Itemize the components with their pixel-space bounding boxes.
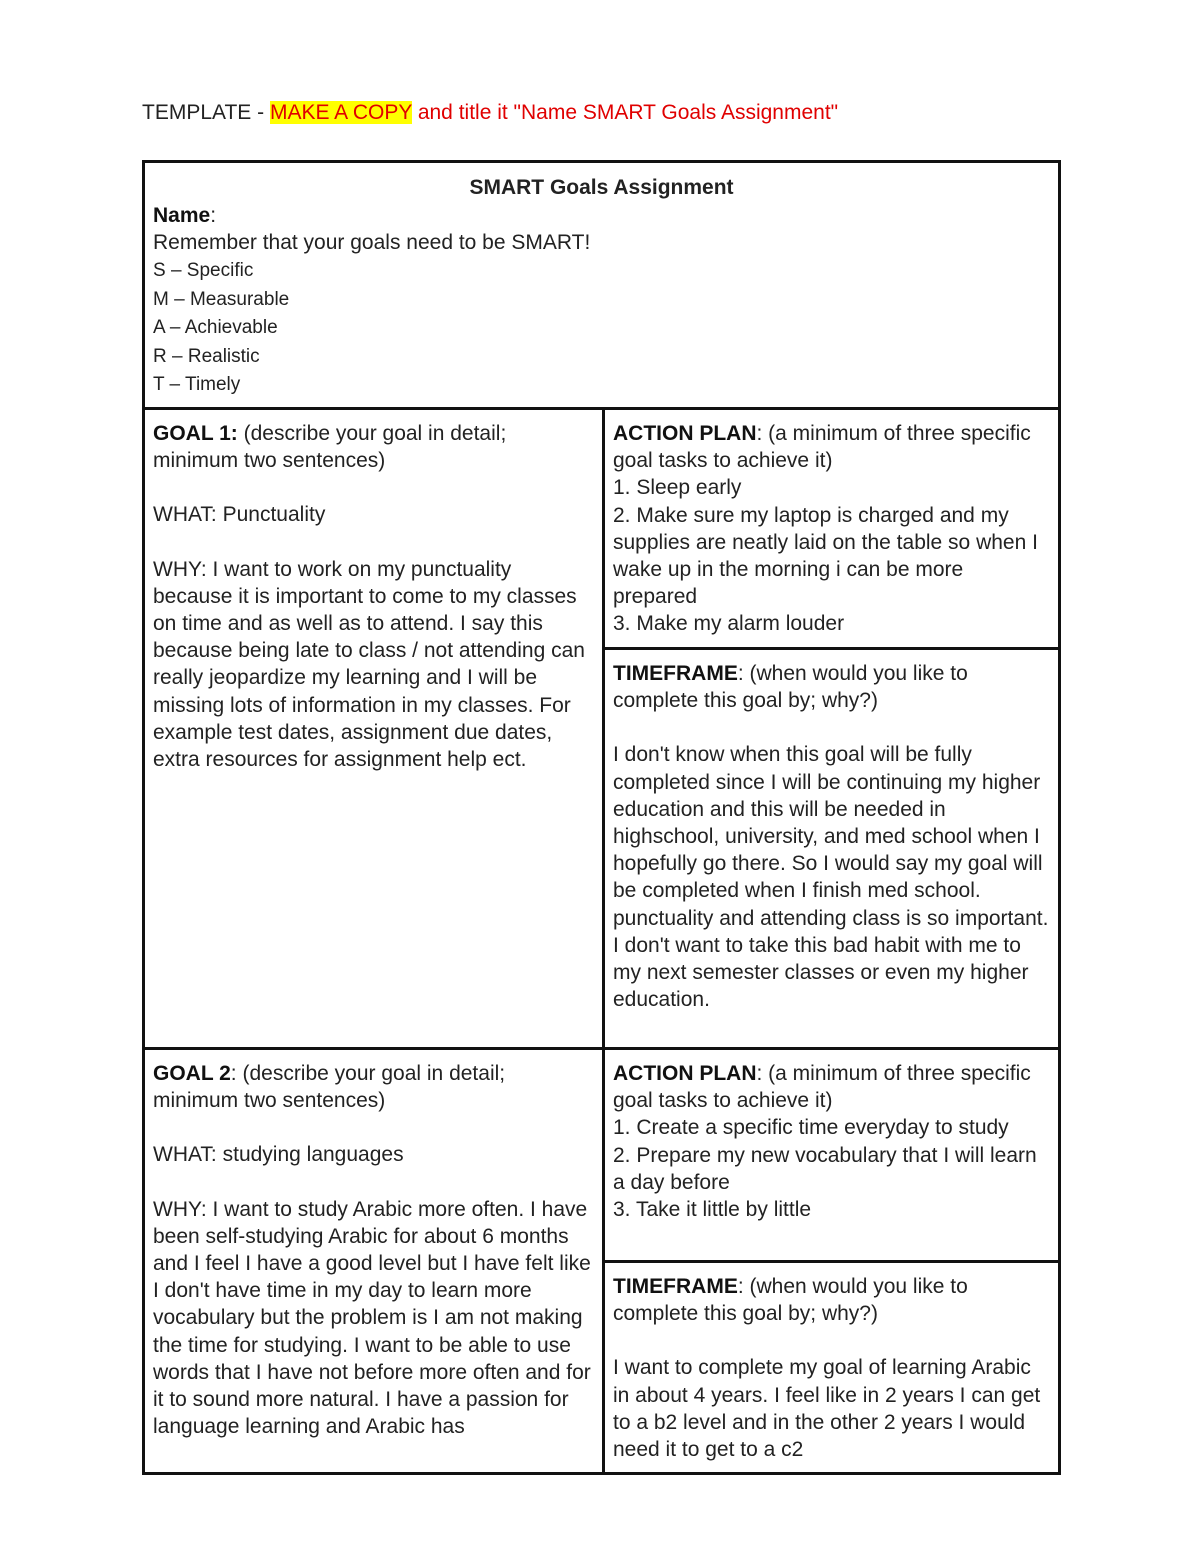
make-a-copy-highlight: MAKE A COPY [269, 101, 412, 124]
goal1-description-cell[interactable] [145, 410, 602, 1047]
goal1-timeframe-heading-line [613, 660, 1050, 714]
goal2-timeframe-desc: : (when would you like to complete this goal by; why?) [613, 1275, 968, 1326]
goal2-action-item: 1. Create a specific time everyday to study [613, 1116, 1009, 1140]
spacer [153, 1114, 594, 1141]
spacer [153, 474, 594, 501]
goal1-action-item: 2. Make sure my laptop is charged and my supplies are neatly laid on the table so when I wake up in the morning i can be more prepared [613, 503, 1038, 609]
goal2-timeframe-heading-line [613, 1273, 1050, 1327]
spacer [153, 1169, 594, 1196]
spacer [153, 529, 594, 556]
goal2-action-heading: ACTION PLAN [613, 1062, 757, 1085]
goal2-heading-line [153, 1060, 594, 1114]
smart-reminder: Remember that your goals need to be SMART! [153, 231, 591, 254]
goal1-heading: GOAL 1: [153, 422, 238, 445]
goal1-what: WHAT: Punctuality [153, 503, 326, 527]
smart-item-a: A – Achievable [153, 317, 278, 339]
goal2-heading-desc: : (describe your goal in detail; minimum two sentences) [153, 1062, 506, 1113]
intro-cell [145, 163, 1058, 407]
goal2-timeframe-heading: TIMEFRAME [613, 1275, 738, 1298]
template-prefix: TEMPLATE - [142, 101, 270, 124]
name-colon: : [210, 204, 217, 227]
goal2-action-item: 3. Take it little by little [613, 1198, 812, 1222]
spacer [613, 714, 1050, 741]
goal1-action-desc: : (a minimum of three specific goal tasks to achieve it) [613, 422, 1031, 473]
spacer [613, 1327, 1050, 1354]
assignment-title: SMART Goals Assignment [469, 176, 734, 199]
goal1-timeframe-cell[interactable] [605, 650, 1058, 1047]
goal1-action-item: 1. Sleep early [613, 476, 742, 500]
goal1-timeframe-text: I don't know when this goal will be fully completed since I will be continuing my higher education and this will be needed in highschool, university, and med school when I hopefully go there. So I would say my goal will be completed when I finish med school. punctuality and attending class is so important. I don't want to take this bad habit with me to my next semester classes or even my higher education. [613, 743, 1049, 1012]
goal2-timeframe-cell[interactable] [605, 1263, 1058, 1472]
goal1-timeframe-heading: TIMEFRAME [613, 662, 738, 685]
goal2-description-cell[interactable] [145, 1050, 602, 1472]
goal2-action-plan-cell[interactable] [605, 1050, 1058, 1260]
goal1-heading-desc: (describe your goal in detail; minimum two sentences) [153, 422, 507, 473]
goal1-action-heading-line [613, 420, 1050, 474]
goal1-action-plan-cell[interactable] [605, 410, 1058, 647]
name-label: Name [153, 204, 211, 227]
smart-goals-table [142, 160, 1061, 1475]
goal1-heading-line [153, 420, 594, 474]
name-field[interactable] [153, 203, 1050, 229]
goal2-what: WHAT: studying languages [153, 1143, 404, 1167]
smart-criteria-list [153, 257, 1050, 400]
goal2-timeframe-text: I want to complete my goal of learning Arabic in about 4 years. I feel like in 2 years I can get to a b2 level and in the other 2 years I would need it to get to a c2 [613, 1356, 1041, 1462]
smart-item-t: T – Timely [153, 374, 241, 396]
smart-item-m: M – Measurable [153, 288, 290, 310]
template-suffix: and title it "Name SMART Goals Assignment" [411, 101, 839, 124]
goal1-action-item: 3. Make my alarm louder [613, 612, 845, 636]
goal2-action-heading-line [613, 1060, 1050, 1114]
goal2-action-desc: : (a minimum of three specific goal tasks to achieve it) [613, 1062, 1031, 1113]
goal1-why: WHY: I want to work on my punctuality because it is important to come to my classes on time and as well as to attend. I say this because being late to class / not attending can really jeopardize my learning and I will be missing lots of information in my classes. For example test dates, assignment due dates, extra resources for assignment help ect. [153, 557, 585, 772]
goal2-why: WHY: I want to study Arabic more often. I have been self-studying Arabic for about 6 months and I feel I have a good level but I have felt like I don't have time in my day to learn more vocabulary but the problem is I am not making the time for studying. I want to be able to use words that I have not before more often and for it to sound more natural. I have a passion for language learning and Arabic has [153, 1197, 591, 1439]
goal2-action-item: 2. Prepare my new vocabulary that I will learn a day before [613, 1143, 1037, 1194]
goal1-action-heading: ACTION PLAN [613, 422, 757, 445]
goal1-timeframe-desc: : (when would you like to complete this goal by; why?) [613, 662, 968, 713]
smart-item-s: S – Specific [153, 260, 254, 281]
goal2-heading: GOAL 2 [153, 1062, 231, 1085]
smart-item-r: R – Realistic [153, 345, 260, 367]
template-instruction [142, 98, 838, 128]
